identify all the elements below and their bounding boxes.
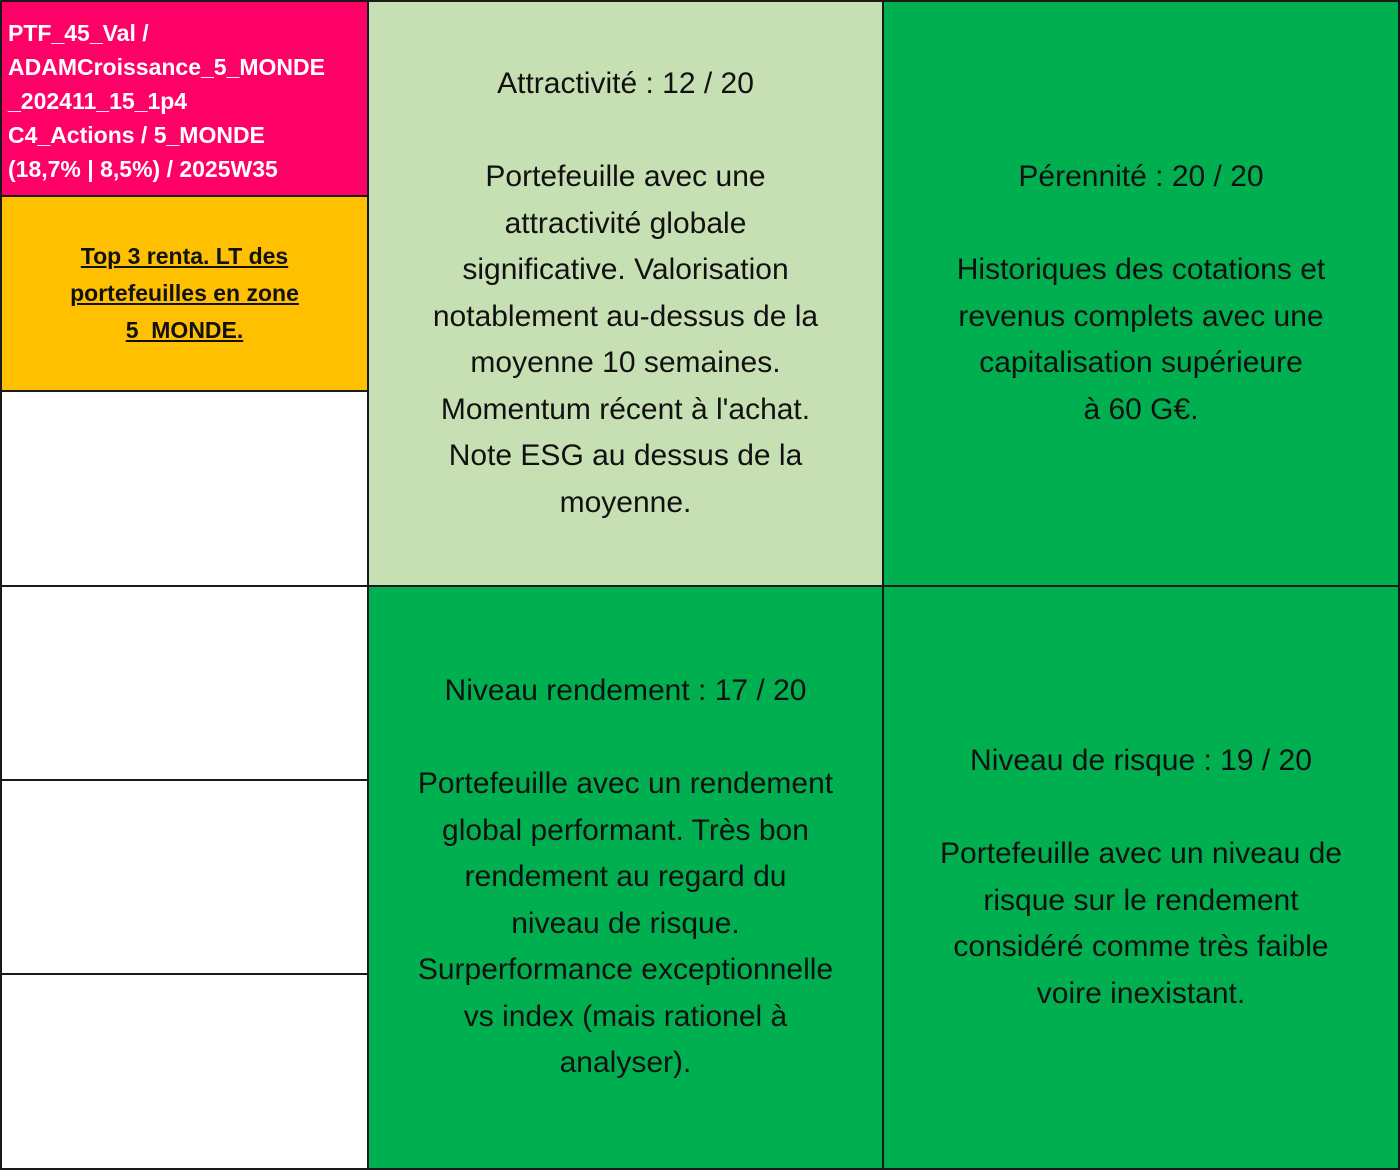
perennite-content (957, 154, 1326, 433)
rendement-body-line: rendement au regard du (464, 860, 787, 894)
header-line: PTF_45_Val / (8, 20, 149, 46)
empty-cell (2, 587, 367, 779)
subtitle-line: 5_MONDE. (125, 317, 244, 343)
attractivite-body-line: moyenne 10 semaines. (470, 346, 781, 379)
perennite-body-line: à 60 G€. (1083, 392, 1199, 426)
rendement-content (418, 668, 833, 1087)
rendement-body-line: analyser). (559, 1046, 692, 1080)
risque-content (940, 738, 1342, 1017)
subtitle-line: portefeuilles en zone (70, 280, 299, 306)
empty-cell (2, 781, 367, 973)
attractivite-body-line: Momentum récent à l'achat. (440, 392, 811, 426)
attractivite-title: Attractivité : 12 / 20 (497, 67, 754, 100)
attractivite-content (433, 61, 818, 526)
portfolio-header-text (8, 16, 325, 186)
ranking-subtitle-text (70, 238, 299, 349)
risque-body-line: risque sur le rendement (983, 883, 1299, 917)
portfolio-header-cell (2, 2, 367, 195)
risque-body-line: considéré comme très faible (953, 930, 1329, 963)
empty-cell (2, 975, 367, 1168)
rendement-body-line: niveau de risque. (511, 906, 740, 940)
empty-cell (2, 392, 367, 585)
risque-body-line: Portefeuille avec un niveau de (940, 837, 1342, 870)
rendement-score-cell (369, 587, 882, 1168)
perennite-body-line: revenus complets avec une (958, 299, 1324, 333)
attractivite-body-line: significative. Valorisation (462, 253, 789, 286)
header-line: (18,7% | 8,5%) / 2025W35 (8, 156, 278, 182)
risque-score-cell (884, 587, 1398, 1168)
perennite-body-line: Historiques des cotations et (956, 253, 1326, 286)
header-line: ADAMCroissance_5_MONDE (8, 54, 325, 80)
perennite-title: Pérennité : 20 / 20 (1018, 160, 1264, 193)
attractivite-body-line: Note ESG au dessus de la (448, 439, 803, 472)
perennite-score-cell (884, 2, 1398, 585)
header-line: _202411_15_1p4 (8, 88, 188, 114)
risque-title: Niveau de risque : 19 / 20 (970, 744, 1312, 777)
attractivite-body-line: attractivité globale (504, 206, 747, 240)
perennite-body-line: capitalisation supérieure (979, 346, 1303, 379)
rendement-body-line: Portefeuille avec un rendement (417, 767, 834, 801)
subtitle-line: Top 3 renta. LT des (80, 243, 289, 269)
rendement-body-line: vs index (mais rationel à (463, 999, 788, 1033)
attractivite-body-line: notablement au-dessus de la (432, 299, 819, 333)
attractivite-score-cell (369, 2, 882, 585)
risque-body-line: voire inexistant. (1036, 976, 1246, 1010)
rendement-body-line: global performant. Très bon (442, 813, 809, 847)
rendement-title: Niveau rendement : 17 / 20 (444, 674, 807, 708)
attractivite-body-line: moyenne. (559, 485, 692, 519)
ranking-subtitle-cell (2, 197, 367, 390)
header-line: C4_Actions / 5_MONDE (8, 122, 265, 148)
attractivite-body-line: Portefeuille avec une (485, 160, 766, 193)
rendement-body-line: Surperformance exceptionnelle (417, 953, 834, 987)
